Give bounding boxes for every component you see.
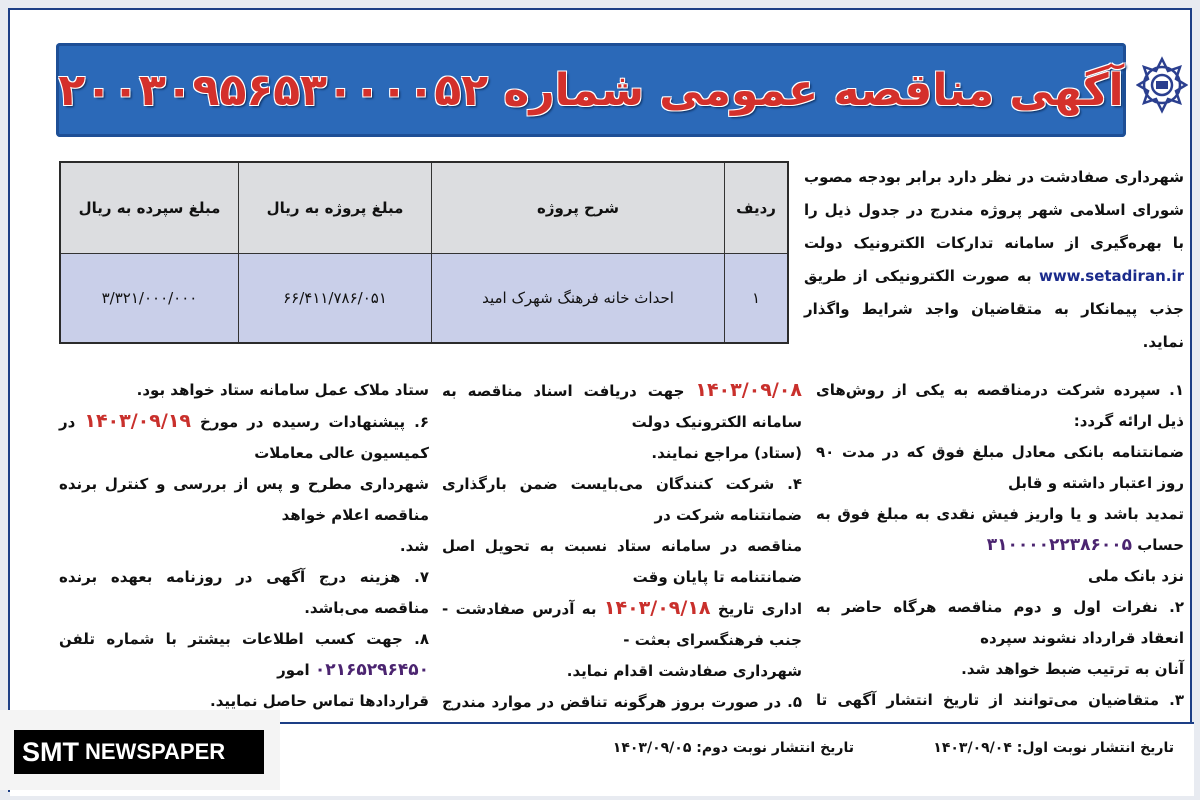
term-text: در کمیسیون عالی معاملات — [59, 413, 429, 462]
header-deposit-amount: مبلغ سپرده به ریال — [60, 162, 239, 254]
term-text: نزد بانک ملی — [1088, 567, 1184, 585]
term-text: قراردادها تماس حاصل نمایید. — [210, 692, 429, 710]
cell-row-number: ۱ — [725, 254, 789, 344]
term-text: ۲. نفرات اول و دوم مناقصه هرگاه حاضر به انعقاد قرارداد نشوند سپرده — [816, 598, 1184, 647]
term-text: ۱. سپرده شرکت درمناقصه به یکی از روش‌های ذیل ارائه گردد: — [816, 381, 1184, 430]
term-text: ۶. پیشنهادات رسیده در مورخ — [200, 413, 429, 431]
first-publication-date: تاریخ انتشار نوبت اول: ۱۴۰۳/۰۹/۰۴ — [933, 740, 1174, 756]
project-table — [59, 161, 789, 344]
cell-description: احداث خانه فرهنگ شهرک امید — [432, 254, 725, 344]
term-text: مناقصه در سامانه ستاد نسبت به تحویل اصل ضمانتنامه تا پایان وقت — [442, 537, 802, 586]
term-text: تمدید باشد و یا واریز فیش نقدی به مبلغ فوق به حساب — [816, 505, 1184, 554]
opening-date: ۱۴۰۳/۰۹/۱۹ — [84, 410, 192, 432]
terms-column-2 — [442, 375, 802, 749]
term-text: ۷. هزینه درج آگهی در روزنامه بعهده برنده مناقصه می‌باشد. — [59, 568, 429, 617]
page-title: آگهی مناقصه عمومی شماره ۲۰۰۳۰۹۵۶۵۳۰۰۰۰۵۲ — [58, 64, 1124, 116]
term-text: اداری تاریخ — [717, 600, 802, 618]
term-text: شهرداری صفادشت اقدام نماید. — [566, 662, 802, 680]
term-text: (ستاد) مراجع نمایند. — [651, 444, 802, 462]
advertisement-frame — [8, 8, 1192, 792]
terms-column-3 — [59, 375, 429, 717]
intro-line: شهرداری صفادشت در نظر دارد برابر بودجه مصوب شورای اسلامی — [804, 168, 1184, 219]
intro-line: شهر پروژه مندرج در جدول ذیل را با بهره‌گیری از سامانه تدارکات — [804, 201, 1184, 252]
table-row — [60, 254, 788, 344]
title-banner — [56, 43, 1126, 137]
account-number: ۳۱۰۰۰۰۲۲۳۸۶۰۰۵ — [986, 535, 1132, 555]
intro-line: به صورت الکترونیکی از طریق جذب — [804, 267, 1184, 318]
header-project-amount: مبلغ پروژه به ریال — [239, 162, 432, 254]
advertisement-body — [56, 37, 1184, 722]
terms-column-1 — [816, 375, 1184, 748]
intro-line: الکترونیک دولت — [804, 234, 925, 252]
term-text: ۴. شرکت کنندگان می‌بایست ضمن بارگذاری ضمانتنامه شرکت در — [442, 475, 802, 524]
phone-number: ۰۲۱۶۵۲۹۶۴۵۰ — [314, 660, 429, 680]
deadline-date-2: ۱۴۰۳/۰۹/۱۸ — [603, 597, 711, 619]
intro-text — [804, 161, 1184, 359]
term-text: امور — [277, 661, 310, 679]
brand-newspaper: NEWSPAPER — [85, 739, 226, 764]
term-text: شهرداری مطرح و پس از بررسی و کنترل برنده مناقصه اعلام خواهد — [59, 475, 429, 524]
brand-logo — [14, 730, 264, 774]
deadline-date-1: ۱۴۰۳/۰۹/۰۸ — [695, 379, 802, 401]
header-description: شرح پروژه — [432, 162, 725, 254]
cell-project-amount: ۶۶/۴۱۱/۷۸۶/۰۵۱ — [239, 254, 432, 344]
term-text: ۳. متقاضیان می‌توانند از تاریخ انتشار آگهی تا — [816, 691, 1184, 709]
cell-deposit-amount: ۳/۳۲۱/۰۰۰/۰۰۰ — [60, 254, 239, 344]
term-text: ۵. در صورت بروز هرگونه تناقض در موارد مندرج — [442, 693, 802, 711]
term-text: ستاد ملاک عمل سامانه ستاد خواهد بود. — [136, 381, 429, 399]
newspaper-brand — [0, 710, 280, 790]
table-header-row — [60, 162, 788, 254]
intro-line: پیمانکار به متقاضیان واجد شرایط واگذار نماید. — [804, 300, 1184, 351]
municipality-logo-icon — [1136, 49, 1188, 129]
setad-website-link[interactable]: www.setadiran.ir — [1038, 267, 1184, 285]
second-publication-date: تاریخ انتشار نوبت دوم: ۱۴۰۳/۰۹/۰۵ — [612, 740, 854, 756]
term-text: ضمانتنامه بانکی معادل مبلغ فوق که در مدت ۹۰ روز اعتبار داشته و قابل — [816, 443, 1184, 492]
term-text: ۸. جهت کسب اطلاعات بیشتر با شماره تلفن — [59, 630, 429, 648]
term-text: شد. — [399, 537, 429, 555]
term-text: آنان به ترتیب ضبط خواهد شد. — [961, 660, 1184, 678]
term-text: جهت دریافت اسناد مناقصه به سامانه الکترونیک دولت — [442, 382, 802, 431]
brand-smt: SMT — [22, 736, 79, 767]
header-row-number: ردیف — [725, 162, 789, 254]
term-text: به آدرس صفادشت - جنب فرهنگسرای بعثت - — [442, 600, 802, 649]
